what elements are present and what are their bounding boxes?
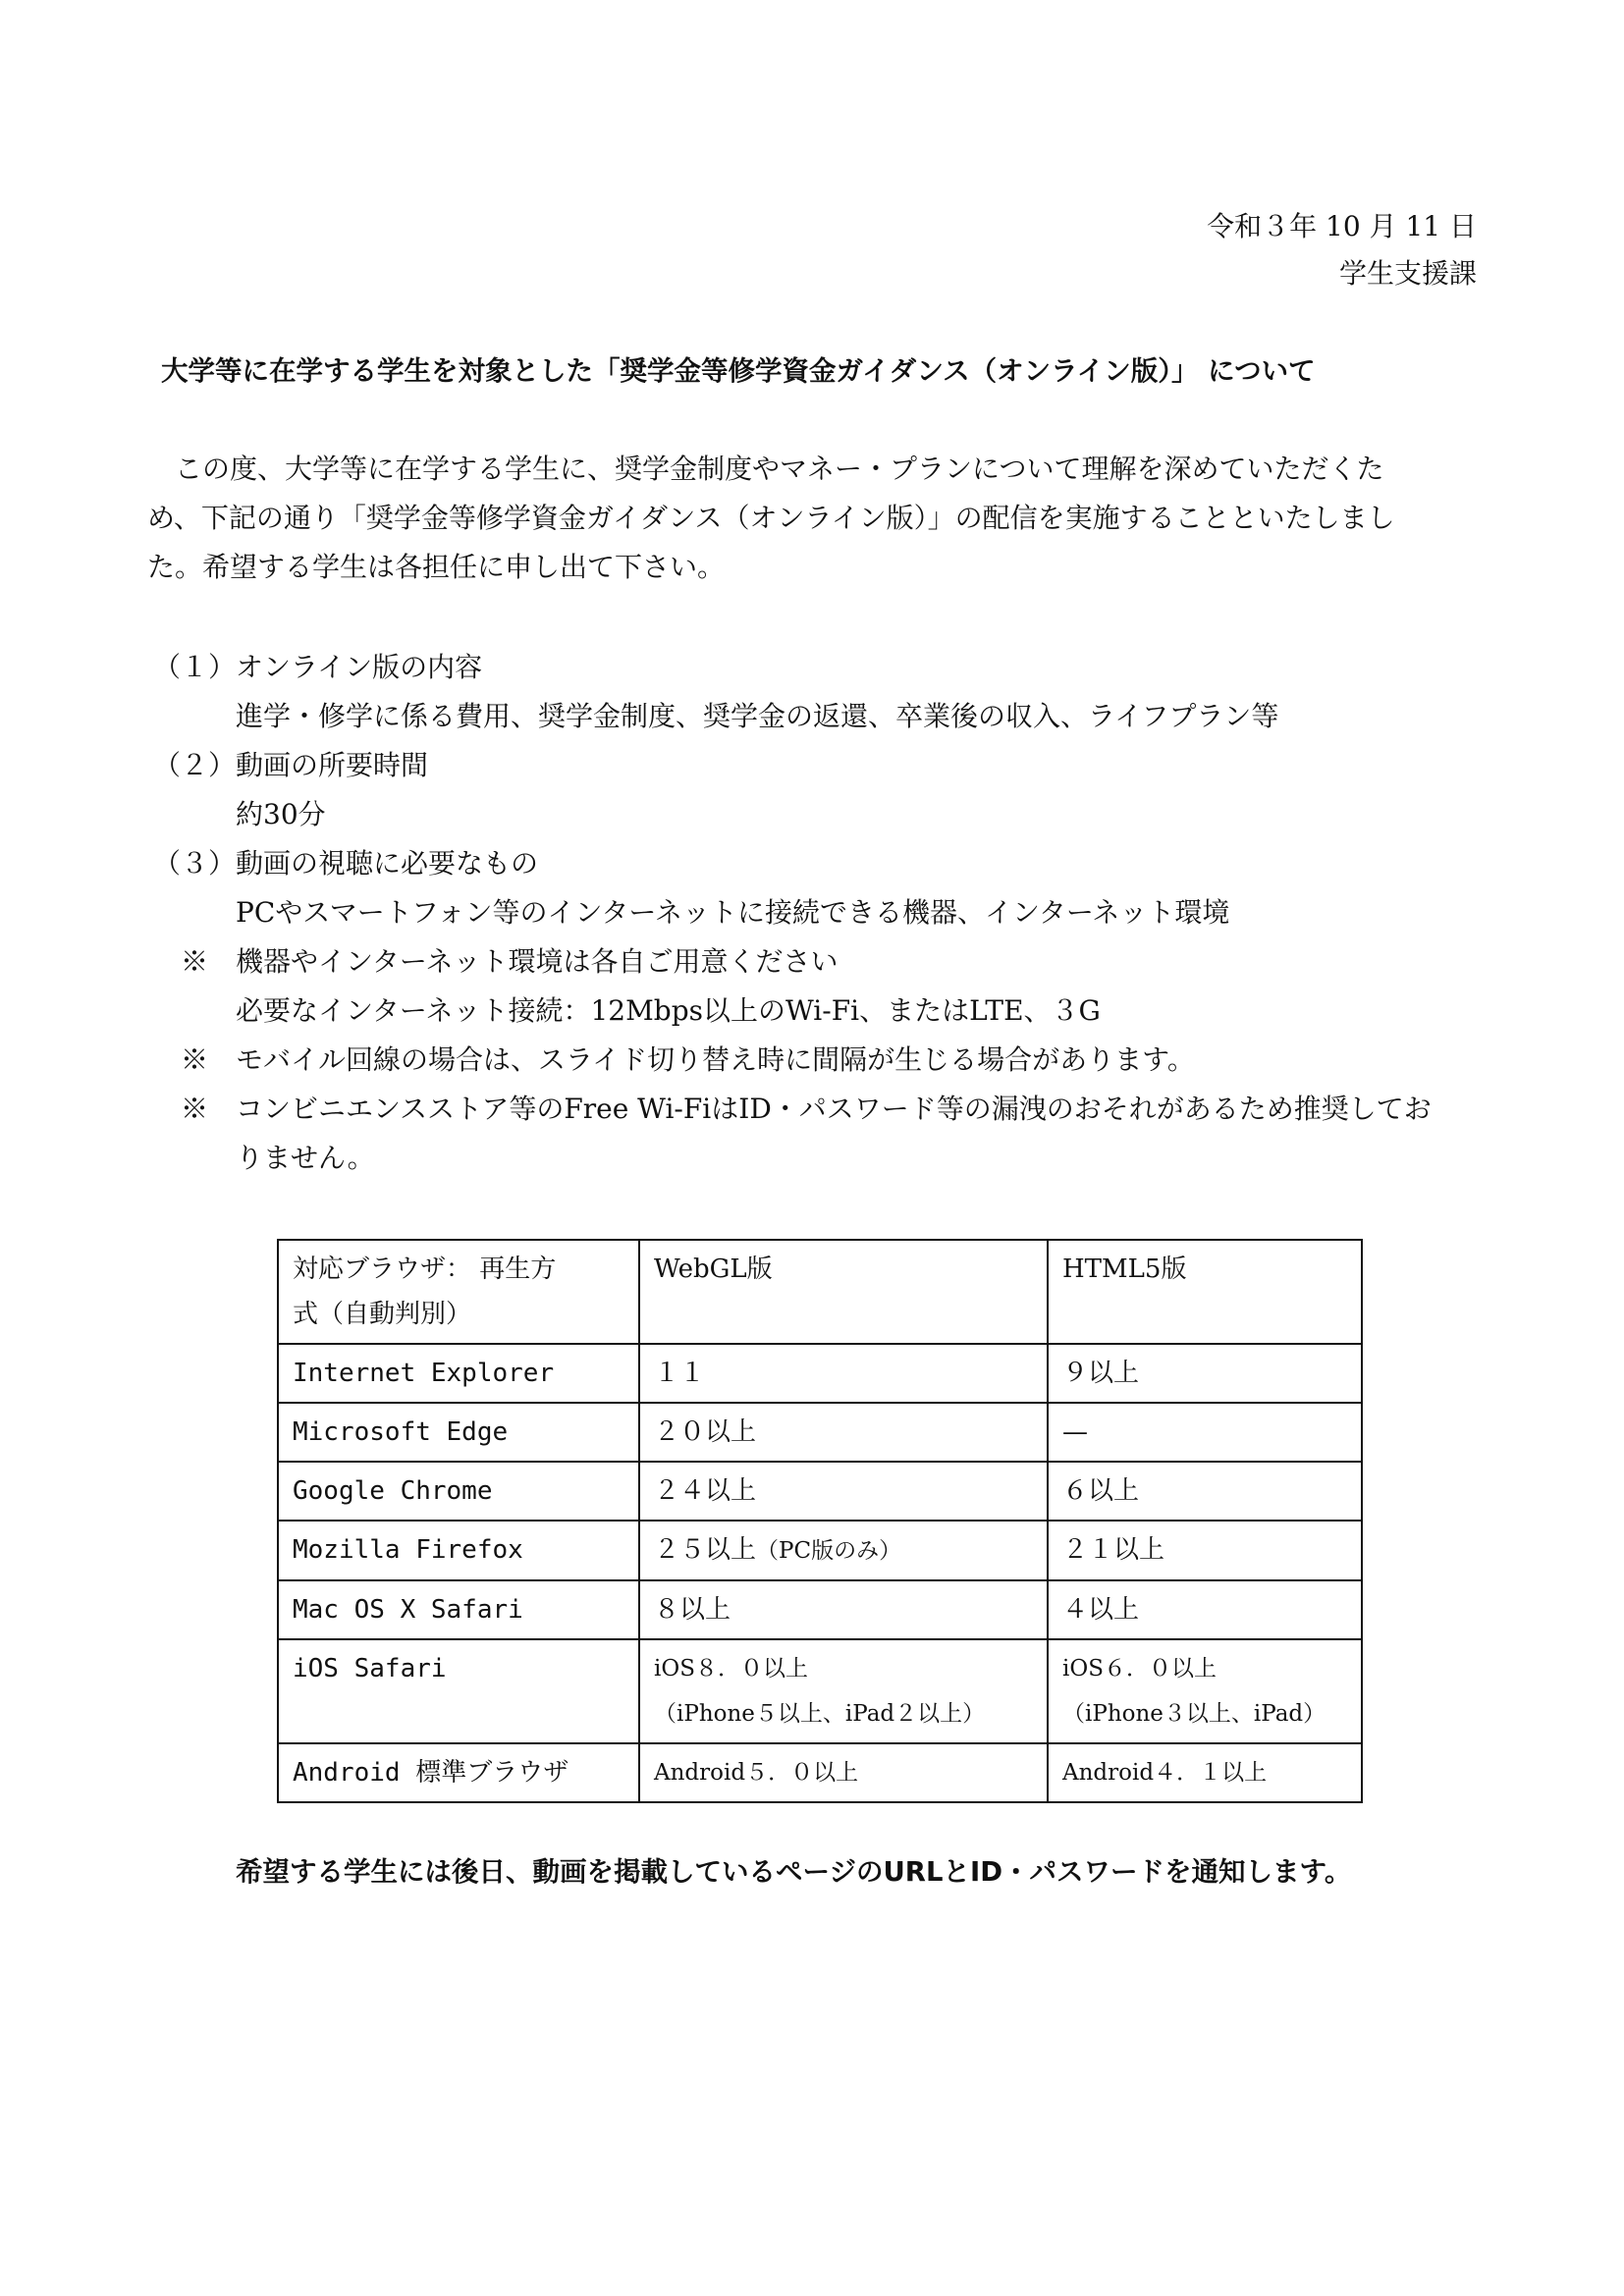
- list-item: [153, 987, 1489, 1036]
- cell-html5-note: （iPhone３以上、iPad）: [1062, 1701, 1326, 1727]
- cell-webgl: ８以上: [639, 1580, 1048, 1639]
- item-text: コンビニエンスストア等のFree Wi-FiはID・パスワード等の漏洩のおそれがあるため推奨してお: [236, 1093, 1432, 1125]
- cell-html5: Android４．１以上: [1048, 1743, 1362, 1802]
- item-text: モバイル回線の場合は、スライド切り替え時に間隔が生じる場合があります。: [236, 1043, 1195, 1076]
- document-title: 大学等に在学する学生を対象とした「奨学金等修学資金ガイダンス（オンライン版）」 について: [161, 355, 1316, 387]
- table-row: [278, 1403, 1362, 1462]
- cell-webgl-value: ２５以上: [654, 1535, 757, 1565]
- closing-notice: 希望する学生には後日、動画を掲載しているページのURLとID・パスワードを通知します。: [236, 1856, 1352, 1888]
- item-text: 動画の所要時間: [236, 749, 429, 781]
- list-item: [153, 790, 1489, 839]
- item-marker: （２）: [153, 749, 237, 781]
- cell-html5: ４以上: [1048, 1580, 1362, 1639]
- cell-browser: Mozilla Firefox: [278, 1521, 639, 1580]
- cell-webgl: １１: [639, 1344, 1048, 1403]
- item-text: 必要なインターネット接続：12Mbps以上のWi-Fi、またはLTE、３G: [236, 994, 1101, 1027]
- list-item: [153, 1036, 1489, 1085]
- item-marker: （３）: [153, 847, 237, 880]
- list-item: [153, 692, 1489, 741]
- item-text: 約30分: [236, 798, 326, 830]
- cell-html5: ９以上: [1048, 1344, 1362, 1403]
- cell-webgl: [639, 1521, 1048, 1580]
- cell-html5: ２１以上: [1048, 1521, 1362, 1580]
- item-text: オンライン版の内容: [236, 651, 483, 683]
- browser-support-table-wrap: [277, 1239, 1363, 1803]
- table-row: [278, 1344, 1362, 1403]
- list-item: [153, 839, 1489, 888]
- list-item: [153, 741, 1489, 790]
- cell-browser: Internet Explorer: [278, 1344, 639, 1403]
- list-item: [153, 888, 1489, 937]
- item-marker: （１）: [153, 651, 237, 683]
- cell-html5: [1048, 1639, 1362, 1743]
- cell-webgl: [639, 1639, 1048, 1743]
- list-item: [153, 937, 1489, 987]
- item-text: りません。: [236, 1142, 375, 1174]
- cell-webgl-note: （iPhone５以上、iPad２以上）: [654, 1701, 986, 1727]
- issuing-department: 学生支援課: [1338, 257, 1477, 290]
- cell-html5-value: iOS６．０以上: [1062, 1656, 1217, 1682]
- cell-webgl: Android５．０以上: [639, 1743, 1048, 1802]
- cell-webgl: ２４以上: [639, 1462, 1048, 1521]
- header-cell-html5: HTML5版: [1048, 1240, 1362, 1344]
- intro-line: この度、大学等に在学する学生に、奨学金制度やマネー・プランについて理解を深めていただくた: [147, 453, 1384, 485]
- cell-html5: ６以上: [1048, 1462, 1362, 1521]
- cell-browser: Mac OS X Safari: [278, 1580, 639, 1639]
- cell-html5: —: [1048, 1403, 1362, 1462]
- item-text: PCやスマートフォン等のインターネットに接続できる機器、インターネット環境: [236, 896, 1230, 929]
- cell-webgl-note: （PC版のみ）: [756, 1538, 902, 1564]
- item-text: 機器やインターネット環境は各自ご用意ください: [236, 945, 839, 978]
- issue-date: 令和３年 10 月 11 日: [1207, 210, 1477, 242]
- browser-support-table: [277, 1239, 1363, 1803]
- cell-browser: iOS Safari: [278, 1639, 639, 1743]
- item-list: [153, 643, 1489, 1183]
- item-marker: ※: [153, 1043, 209, 1076]
- table-row: [278, 1743, 1362, 1802]
- cell-webgl: ２０以上: [639, 1403, 1048, 1462]
- list-item: [153, 1134, 1489, 1183]
- item-text: 進学・修学に係る費用、奨学金制度、奨学金の返還、卒業後の収入、ライフプラン等: [236, 700, 1279, 732]
- table-header-row: [278, 1240, 1362, 1344]
- cell-browser: Android 標準ブラウザ: [278, 1743, 639, 1802]
- item-marker: ※: [153, 945, 209, 978]
- cell-browser: Microsoft Edge: [278, 1403, 639, 1462]
- intro-line: め、下記の通り「奨学金等修学資金ガイダンス（オンライン版）」の配信を実施することといたしまし: [147, 502, 1395, 534]
- table-row: [278, 1580, 1362, 1639]
- header-text: 式（自動判別）: [293, 1300, 472, 1329]
- list-item: [153, 643, 1489, 692]
- list-item: [153, 1085, 1489, 1134]
- table-row: [278, 1639, 1362, 1743]
- item-marker: ※: [153, 1093, 209, 1125]
- cell-browser: Google Chrome: [278, 1462, 639, 1521]
- header-block: [1207, 203, 1477, 297]
- item-text: 動画の視聴に必要なもの: [236, 847, 539, 880]
- table-row: [278, 1521, 1362, 1580]
- intro-paragraph: [147, 445, 1463, 592]
- table-row: [278, 1462, 1362, 1521]
- header-text: 対応ブラウザ： 再生方: [293, 1255, 557, 1284]
- header-cell-browser: [278, 1240, 639, 1344]
- intro-line: た。希望する学生は各担任に申し出て下さい。: [147, 551, 726, 583]
- cell-webgl-value: iOS８．０以上: [654, 1656, 808, 1682]
- header-cell-webgl: WebGL版: [639, 1240, 1048, 1344]
